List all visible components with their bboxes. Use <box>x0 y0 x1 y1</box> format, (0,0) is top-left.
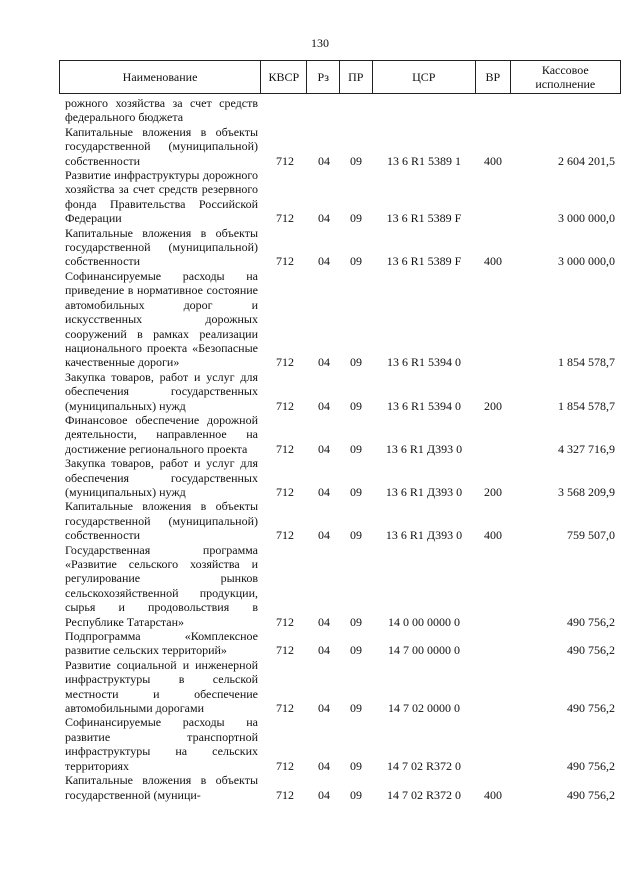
row-name: Капитальные вложения в объекты государственной (муниципальной) собственности <box>65 225 258 269</box>
row-name: Капитальные вложения в объекты государственной (муниципальной) собственности <box>65 499 258 543</box>
row-csr: 14 0 00 0000 0 <box>388 614 460 629</box>
row-kvsr: 712 <box>276 643 294 658</box>
header-csr: ЦСР <box>373 61 477 93</box>
row-name: Закупка товаров, работ и услуг для обеспечения государственных (муниципальных) нужд <box>65 456 258 499</box>
row-name: Капитальные вложения в объекты государственной (муници- <box>65 773 258 802</box>
row-rz: 04 <box>318 254 330 269</box>
row-amount: 490 756,2 <box>567 787 615 802</box>
row-csr: 14 7 02 R372 0 <box>386 758 461 773</box>
row-vr: 200 <box>484 484 502 499</box>
row-amount: 1 854 578,7 <box>558 355 615 370</box>
row-kvsr: 712 <box>276 787 294 802</box>
table-row <box>59 226 621 269</box>
table-row <box>59 413 621 456</box>
row-name: Подпрограмма «Комплексное развитие сельских территорий» <box>65 629 258 658</box>
table-header <box>59 60 621 94</box>
row-name: Закупка товаров, работ и услуг для обеспечения государственных (муниципальных) нужд <box>65 369 258 413</box>
row-vr: 400 <box>484 787 502 802</box>
header-kvsr: КВСР <box>261 61 307 93</box>
row-pr: 09 <box>350 614 362 629</box>
table-body <box>59 96 621 802</box>
row-csr: 13 6 R1 Д393 0 <box>385 441 463 456</box>
table-row <box>59 629 621 658</box>
row-kvsr: 712 <box>276 441 294 456</box>
row-amount: 4 327 716,9 <box>558 441 615 456</box>
row-csr: 14 7 02 R372 0 <box>386 787 461 802</box>
row-csr: 13 6 R1 5389 F <box>386 211 462 226</box>
row-vr: 400 <box>484 254 502 269</box>
row-pr: 09 <box>350 528 362 543</box>
row-kvsr: 712 <box>276 528 294 543</box>
budget-table <box>59 60 621 802</box>
row-pr: 09 <box>350 398 362 413</box>
header-pr: ПР <box>340 61 373 93</box>
row-csr: 13 6 R1 Д393 0 <box>385 484 463 499</box>
row-name: Государственная программа «Развитие сельского хозяйства и регулирование рынков сельскохозяйственной продукции, сырья и продовольствия в Республике Татарстан» <box>65 542 258 629</box>
header-execution <box>511 61 620 93</box>
header-name: Наименование <box>60 61 261 93</box>
row-rz: 04 <box>318 614 330 629</box>
row-kvsr: 712 <box>276 614 294 629</box>
row-rz: 04 <box>318 787 330 802</box>
row-pr: 09 <box>350 787 362 802</box>
row-kvsr: 712 <box>276 254 294 269</box>
row-pr: 09 <box>350 758 362 773</box>
row-kvsr: 712 <box>276 758 294 773</box>
row-rz: 04 <box>318 528 330 543</box>
row-vr: 400 <box>484 153 502 168</box>
table-row <box>59 456 621 499</box>
row-rz: 04 <box>318 643 330 658</box>
row-rz: 04 <box>318 153 330 168</box>
row-kvsr: 712 <box>276 153 294 168</box>
row-name: рожного хозяйства за счет средств федерального бюджета <box>65 96 258 125</box>
row-vr: 200 <box>484 398 502 413</box>
header-vr: ВР <box>476 61 511 93</box>
table-row <box>59 168 621 226</box>
row-pr: 09 <box>350 643 362 658</box>
row-pr: 09 <box>350 441 362 456</box>
row-rz: 04 <box>318 441 330 456</box>
row-amount: 3 000 000,0 <box>558 211 615 226</box>
table-row <box>59 543 621 629</box>
table-row <box>59 125 621 168</box>
row-name: Финансовое обеспечение дорожной деятельности, направленное на достижение регионального проекта <box>65 412 258 456</box>
row-kvsr: 712 <box>276 211 294 226</box>
header-execution-line2: исполнение <box>535 77 596 91</box>
row-pr: 09 <box>350 355 362 370</box>
header-rz: Рз <box>307 61 340 93</box>
row-rz: 04 <box>318 484 330 499</box>
row-name: Софинансируемые расходы на развитие транспортной инфраструктуры на сельских территориях <box>65 715 258 773</box>
row-amount: 490 756,2 <box>567 701 615 716</box>
page-number: 130 <box>311 36 329 50</box>
table-row <box>59 269 621 370</box>
row-rz: 04 <box>318 398 330 413</box>
table-row <box>59 715 621 773</box>
table-row <box>59 370 621 413</box>
row-name: Софинансируемые расходы на приведение в нормативное состояние автомобильных дорог и искусственных дорожных сооружений в рамках реализации национального проекта «Безопасные качественные дороги» <box>65 268 258 370</box>
row-csr: 14 7 00 0000 0 <box>388 643 460 658</box>
row-name: Капитальные вложения в объекты государственной (муниципальной) собственности <box>65 124 258 168</box>
row-csr: 14 7 02 0000 0 <box>388 701 460 716</box>
table-row <box>59 658 621 716</box>
row-amount: 490 756,2 <box>567 614 615 629</box>
row-amount: 1 854 578,7 <box>558 398 615 413</box>
row-amount: 490 756,2 <box>567 758 615 773</box>
row-pr: 09 <box>350 484 362 499</box>
table-row <box>59 773 621 802</box>
row-amount: 3 568 209,9 <box>558 484 615 499</box>
row-csr: 13 6 R1 5389 F <box>386 254 462 269</box>
row-name: Развитие социальной и инженерной инфраструктуры в сельской местности и обеспечение автомобильными дорогами <box>65 657 258 716</box>
row-pr: 09 <box>350 211 362 226</box>
row-csr: 13 6 R1 5394 0 <box>386 398 461 413</box>
row-rz: 04 <box>318 701 330 716</box>
row-amount: 490 756,2 <box>567 643 615 658</box>
row-vr: 400 <box>484 528 502 543</box>
row-kvsr: 712 <box>276 484 294 499</box>
row-rz: 04 <box>318 758 330 773</box>
row-kvsr: 712 <box>276 398 294 413</box>
row-amount: 3 000 000,0 <box>558 254 615 269</box>
row-amount: 2 604 201,5 <box>558 153 615 168</box>
row-pr: 09 <box>350 254 362 269</box>
row-pr: 09 <box>350 153 362 168</box>
table-row <box>59 499 621 542</box>
row-csr: 13 6 R1 Д393 0 <box>385 528 463 543</box>
row-csr: 13 6 R1 5394 0 <box>386 355 461 370</box>
row-csr: 13 6 R1 5389 1 <box>386 153 461 168</box>
header-execution-line1: Кассовое <box>541 63 589 77</box>
row-kvsr: 712 <box>276 355 294 370</box>
row-rz: 04 <box>318 355 330 370</box>
table-row <box>59 96 621 125</box>
row-rz: 04 <box>318 211 330 226</box>
row-amount: 759 507,0 <box>567 528 615 543</box>
row-kvsr: 712 <box>276 701 294 716</box>
row-pr: 09 <box>350 701 362 716</box>
row-name: Развитие инфраструктуры дорожного хозяйства за счет средств резервного фонда Правительства Российской Федерации <box>65 168 258 226</box>
